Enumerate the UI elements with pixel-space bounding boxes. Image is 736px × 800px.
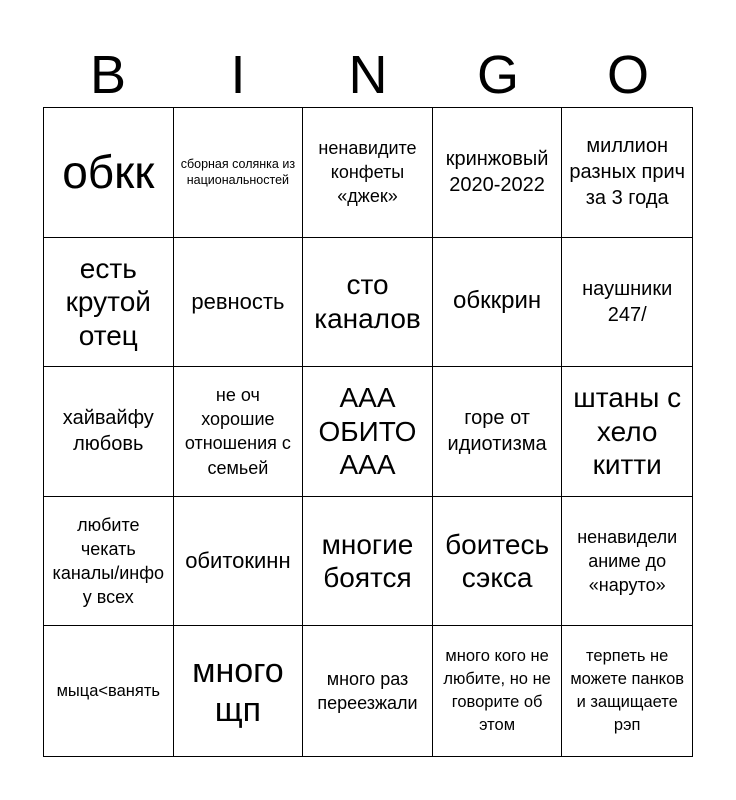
header-letter-n: N <box>348 45 388 105</box>
bingo-cell-r1c4[interactable]: кринжовый 2020-2022 <box>433 108 563 238</box>
bingo-cell-r5c2[interactable]: много щп <box>174 626 304 756</box>
bingo-cell-r4c1[interactable]: любите чекать каналы/инфо у всех <box>44 497 174 627</box>
bingo-cell-r3c3[interactable]: ААА ОБИТО ААА <box>303 367 433 497</box>
bingo-cell-r5c5[interactable]: терпеть не можете панков и защищаете рэп <box>570 647 685 735</box>
bingo-cell-r1c1[interactable]: обкк <box>44 108 174 238</box>
bingo-cell-r2c1[interactable]: есть крутой отец <box>44 238 174 368</box>
bingo-grid <box>43 107 693 757</box>
bingo-cell-r1c3[interactable]: ненавидите конфеты «джек» <box>303 108 433 238</box>
header-letter-b: B <box>89 45 127 105</box>
bingo-cell-r3c4[interactable]: горе от идиотизма <box>433 367 563 497</box>
bingo-cell-r2c5[interactable]: наушники 247/ <box>562 238 692 368</box>
bingo-cell-r5c3[interactable]: много раз переезжали <box>303 626 433 756</box>
bingo-cell-r1c2[interactable]: сборная солянка из национальностей <box>174 108 304 238</box>
header-letter-o: O <box>606 45 649 105</box>
header-letter-i: I <box>230 45 246 105</box>
bingo-cell-r3c2[interactable]: не оч хорошие отношения с семьей <box>174 367 304 497</box>
bingo-cell-r5c4[interactable]: много кого не любите, но не говорите об этом <box>433 626 563 756</box>
bingo-cell-r4c3[interactable]: многие боятся <box>303 497 433 627</box>
bingo-cell-r5c1[interactable]: мыца<ванять <box>44 626 174 756</box>
bingo-cell-r4c4[interactable]: боитесь сэкса <box>433 497 563 627</box>
bingo-cell-r4c2[interactable]: обитокинн <box>174 497 304 627</box>
bingo-cell-r4c5[interactable]: ненавидели аниме до «наруто» <box>562 497 692 627</box>
bingo-cell-r3c5[interactable]: штаны с хело китти <box>562 367 692 497</box>
header-letter-g: G <box>476 45 519 105</box>
bingo-cell-r3c1[interactable]: хайвайфу любовь <box>44 367 174 497</box>
bingo-cell-r2c2[interactable]: ревность <box>174 238 304 368</box>
bingo-cell-r2c4[interactable]: обккрин <box>433 238 563 368</box>
bingo-cell-r2c3[interactable]: сто каналов <box>303 238 433 368</box>
bingo-cell-r1c5[interactable]: миллион разных прич за 3 года <box>562 108 692 238</box>
bingo-header <box>43 42 693 108</box>
